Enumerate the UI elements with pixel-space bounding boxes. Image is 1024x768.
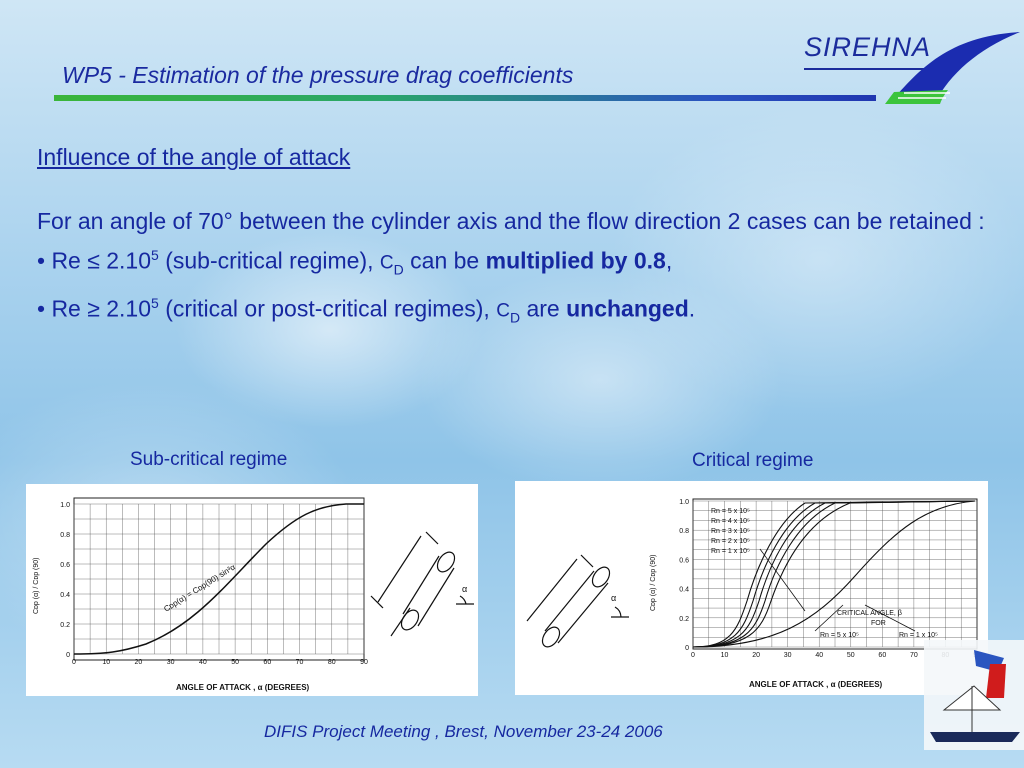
l-xtick: 80	[327, 659, 336, 666]
subcritical-chart	[26, 484, 478, 696]
right-ylabel: Cᴅp (α) / Cᴅp (90)	[650, 554, 657, 611]
case2-cd: C	[496, 300, 510, 322]
left-xlabel: ANGLE OF ATTACK , α (DEGREES)	[176, 683, 310, 692]
critical-figure	[515, 481, 988, 695]
critical-left-rn: Rn = 5 x 10⁵	[820, 632, 859, 639]
case1-emphasis: multiplied by 0.8	[485, 247, 666, 274]
l-xtick: 50	[231, 659, 240, 666]
rn-legend	[711, 508, 750, 555]
r-ytick: 1.0	[679, 499, 689, 506]
case2-exp: 5	[151, 295, 159, 312]
r-ytick: 0.6	[679, 557, 689, 565]
critical-angle-annotation	[820, 610, 938, 639]
right-xlabel: ANGLE OF ATTACK , α (DEGREES)	[749, 680, 883, 689]
case-critical	[37, 286, 1007, 334]
l-xtick: 60	[263, 659, 272, 666]
l-ytick: 1.0	[60, 502, 70, 509]
l-xtick: 70	[295, 659, 304, 666]
case1-cd-sub: D	[393, 261, 404, 278]
r-xtick: 10	[720, 652, 729, 659]
right-figure-label: Critical regime	[692, 450, 814, 471]
difis-side-logo	[924, 640, 1024, 750]
critical-angle-title: CRITICAL ANGLE, β	[837, 610, 902, 617]
r-xtick: 40	[815, 652, 824, 659]
alpha-symbol-right: α	[611, 593, 617, 603]
critical-angle-for: FOR	[871, 620, 886, 627]
case1-exp: 5	[151, 247, 159, 263]
cylinder-diagram-left	[371, 532, 474, 636]
left-ylabel: Cᴅp (α) / Cᴅp (90)	[33, 557, 40, 614]
l-xtick: 0	[72, 659, 76, 666]
critical-right-rn: Rn = 1 x 10⁵	[899, 632, 938, 639]
case2-emphasis: unchanged	[566, 295, 689, 322]
ship-logo-icon	[924, 640, 1024, 750]
r-ytick: 0.8	[679, 528, 689, 536]
subcritical-figure	[26, 484, 478, 696]
l-xtick: 10	[102, 659, 111, 666]
r-ytick: 0.4	[679, 586, 689, 594]
l-ytick: 0	[66, 652, 70, 659]
case1-end: ,	[665, 247, 673, 274]
case2-end: .	[688, 295, 696, 322]
r-ytick: 0.2	[679, 615, 689, 623]
rn-label-2: Rn = 4 x 10⁵	[711, 518, 750, 525]
intro-paragraph: For an angle of 70° between the cylinder axis and the flow direction 2 cases can be retained :	[37, 208, 985, 234]
l-xtick: 90	[360, 659, 368, 666]
case2-verb: are	[520, 295, 567, 322]
r-xtick: 50	[846, 652, 855, 659]
r-xtick: 0	[691, 652, 695, 659]
case1-prefix: • Re ≤ 2.10	[37, 247, 152, 274]
l-ytick: 0.4	[60, 592, 70, 599]
rn-label-5: Rn = 1 x 10⁵	[711, 548, 750, 555]
swoosh-icon	[880, 28, 1020, 108]
critical-chart	[515, 481, 988, 695]
section-subheading: Influence of the angle of attack	[37, 144, 351, 170]
left-figure-label: Sub-critical regime	[130, 449, 288, 470]
r-xtick: 70	[909, 652, 918, 659]
rn-label-3: Rn = 3 x 10⁵	[711, 528, 750, 535]
l-xtick: 30	[166, 659, 175, 666]
slide-title: WP5 - Estimation of the pressure drag coefficients	[62, 62, 574, 88]
alpha-symbol-left: α	[462, 584, 468, 594]
r-xtick: 60	[878, 652, 887, 659]
sirehna-logo-text: SIREHNA	[804, 32, 932, 62]
case2-mid: (critical or post-critical regimes),	[158, 295, 497, 322]
l-ytick: 0.6	[60, 562, 70, 569]
r-xtick: 30	[783, 652, 792, 659]
curve-annotation: Cᴅp(α) = Cᴅp(90) sin³α	[162, 562, 237, 614]
r-xtick: 20	[752, 652, 761, 659]
title-divider	[54, 95, 876, 101]
r-ytick: 0	[685, 645, 689, 652]
l-ytick: 0.2	[60, 622, 70, 629]
l-xtick: 20	[134, 659, 143, 666]
l-ytick: 0.8	[60, 532, 70, 539]
l-xtick: 40	[198, 659, 207, 666]
case2-prefix: • Re ≥ 2.10	[37, 295, 152, 322]
case-subcritical	[37, 238, 1007, 286]
slide-footer: DIFIS Project Meeting , Brest, November 23-24 2006	[264, 722, 663, 741]
slide-body	[37, 140, 1007, 335]
case1-mid: (sub-critical regime),	[158, 247, 380, 274]
case2-cd-sub: D	[509, 309, 521, 326]
rn-label-4: Rn = 2 x 10⁵	[711, 538, 750, 545]
rn-label-1: Rn = 5 x 10⁵	[711, 508, 750, 515]
case1-verb: can be	[403, 247, 486, 274]
case1-cd: C	[379, 252, 394, 274]
